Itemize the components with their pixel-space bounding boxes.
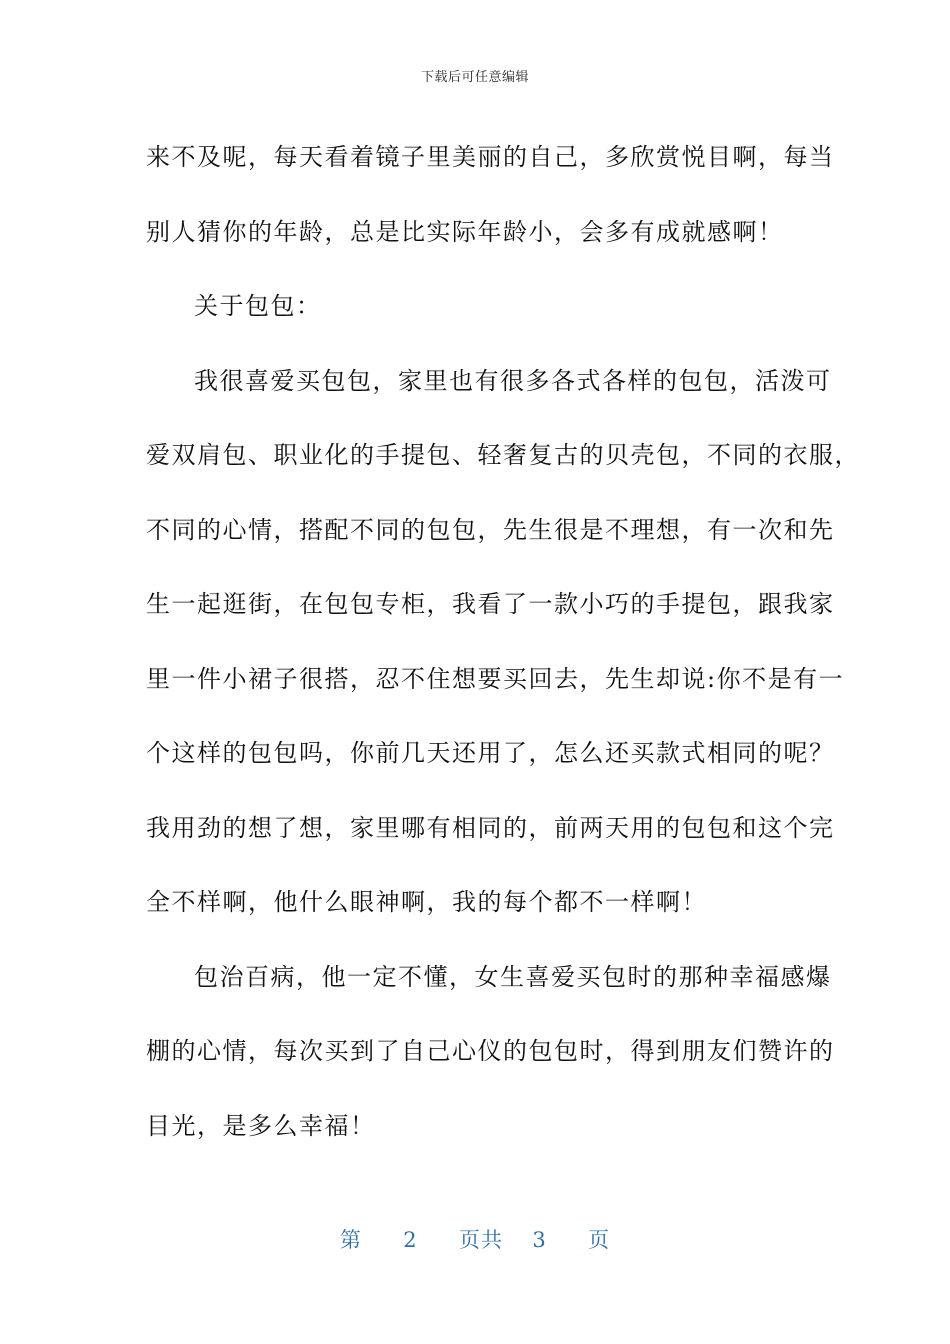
total-page-number: 3 <box>532 1228 547 1252</box>
section-heading: 关于包包： <box>194 292 322 320</box>
text-line: 包治百病，他一定不懂，女生喜爱买包时的那种幸福感爆 <box>194 962 832 991</box>
text-line: 目光，是多么幸福！ <box>146 1111 376 1140</box>
document-body <box>146 120 860 1163</box>
text-line: 别人猜你的年龄，总是比实际年龄小，会多有成就感啊！ <box>146 217 784 246</box>
page-label-middle: 页共 <box>459 1228 503 1252</box>
page-number-footer <box>0 1224 950 1254</box>
text-line: 全不样啊，他什么眼神啊，我的每个都不一样啊！ <box>146 888 707 916</box>
current-page-number: 2 <box>403 1228 418 1252</box>
text-line: 我用劲的想了想，家里哪有相同的，前两天用的包包和这个完 <box>146 813 835 842</box>
text-line: 生一起逛街，在包包专柜，我看了一款小巧的手提包，跟我家 <box>146 590 835 618</box>
text-line: 爱双肩包、职业化的手提包、轻奢复古的贝壳包，不同的衣服， <box>146 441 860 469</box>
text-line: 我很喜爱买包包，家里也有很多各式各样的包包，活泼可 <box>194 366 832 395</box>
page-label-prefix: 第 <box>339 1228 362 1252</box>
page-header-note: 下载后可任意编辑 <box>420 70 529 85</box>
text-line: 来不及呢，每天看着镜子里美丽的自己，多欣赏悦目啊，每当 <box>146 143 835 171</box>
text-line: 棚的心情，每次买到了自己心仪的包包时，得到朋友们赞许的 <box>146 1037 835 1065</box>
text-line: 不同的心情，搭配不同的包包，先生很是不理想，有一次和先 <box>146 515 835 544</box>
text-line: 里一件小裙子很搭，忍不住想要买回去，先生却说:你不是有一 <box>146 664 845 693</box>
page-label-suffix: 页 <box>588 1228 611 1252</box>
text-line: 个这样的包包吗，你前几天还用了，怎么还买款式相同的呢？ <box>146 739 835 767</box>
